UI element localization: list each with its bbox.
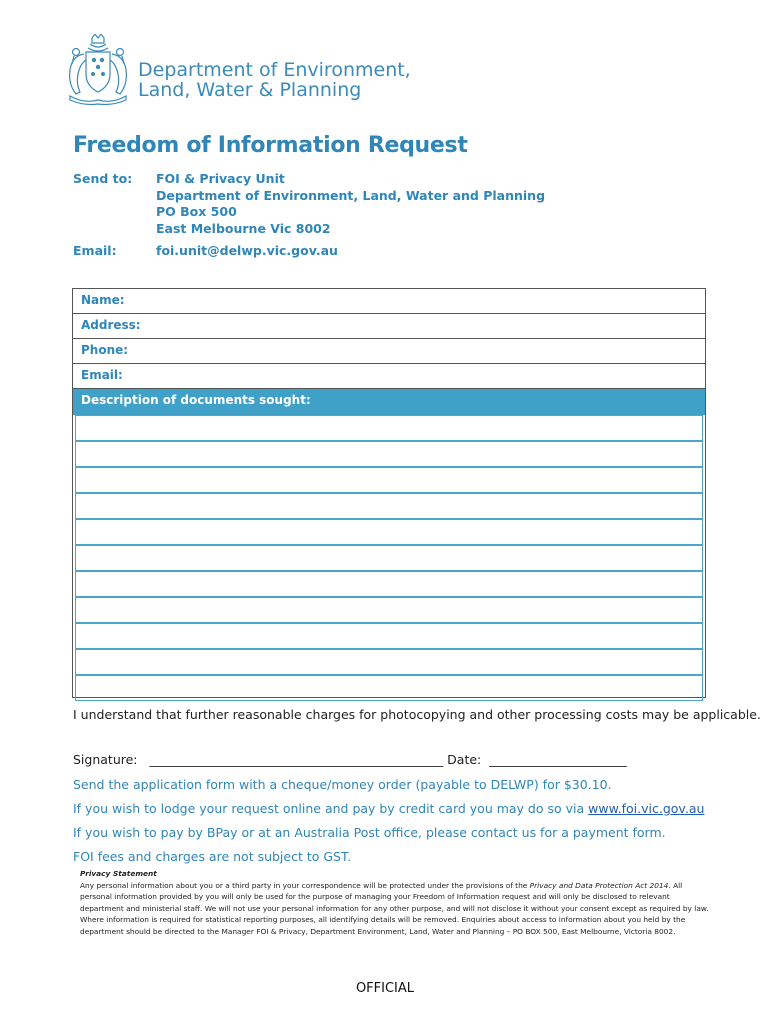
department-name-line1: Department of Environment, bbox=[138, 59, 411, 81]
description-line-row[interactable] bbox=[75, 545, 703, 571]
privacy-statement-title: Privacy Statement bbox=[80, 869, 157, 878]
foi-website-link[interactable]: www.foi.vic.gov.au bbox=[588, 801, 705, 816]
address-field-row[interactable] bbox=[73, 314, 705, 339]
phone-field-row[interactable] bbox=[73, 339, 705, 364]
address-field-label: Address: bbox=[81, 318, 141, 332]
email-address: foi.unit@delwp.vic.gov.au bbox=[156, 243, 338, 258]
gst-note: FOI fees and charges are not subject to GST. bbox=[73, 849, 352, 864]
date-input-line[interactable]: ______________________ bbox=[489, 752, 627, 767]
send-to-label: Send to: bbox=[73, 171, 133, 186]
signature-input-line[interactable]: _______________________________________________ bbox=[149, 752, 444, 767]
description-line-row[interactable] bbox=[75, 571, 703, 597]
description-line-row[interactable] bbox=[75, 649, 703, 675]
department-name-line2: Land, Water & Planning bbox=[138, 79, 362, 101]
bpay-payment-text: If you wish to pay by BPay or at an Australia Post office, please contact us for a payment form. bbox=[73, 825, 666, 840]
description-header bbox=[73, 389, 705, 415]
page-title: Freedom of Information Request bbox=[73, 133, 468, 158]
privacy-body-part2: . All personal information provided by you will only be used for the purpose of managing your Freedom of Information request and will only be disclosed to relevant department and ministerial staff. We will not use your personal information for any other purpose, and will not disclose it without your consent except as required by law. Where information is required for statistical reporting purposes, all identifying details will be removed. Enquiries about access to information about you held by the department should be directed to the Manager FOI & Privacy, Department Environment, Land, Water and Planning – PO BOX 500, East Melbourne, Victoria 8002. bbox=[80, 880, 709, 936]
description-label: Description of documents sought: bbox=[81, 393, 311, 407]
email-field-row[interactable] bbox=[73, 364, 705, 389]
description-line-row[interactable] bbox=[75, 519, 703, 545]
address-line: PO Box 500 bbox=[156, 204, 237, 219]
description-line-row[interactable] bbox=[75, 467, 703, 493]
name-field-label: Name: bbox=[81, 293, 125, 307]
official-marking: OFFICIAL bbox=[355, 981, 415, 996]
address-line: FOI & Privacy Unit bbox=[156, 171, 285, 186]
address-line: Department of Environment, Land, Water and Planning bbox=[156, 187, 546, 203]
department-name bbox=[138, 60, 411, 100]
privacy-statement-body bbox=[80, 880, 712, 938]
description-line-row[interactable] bbox=[75, 441, 703, 467]
address-line: East Melbourne Vic 8002 bbox=[156, 220, 331, 236]
date-label: Date: bbox=[447, 752, 482, 767]
signature-label: Signature: bbox=[73, 752, 138, 767]
description-line-row[interactable] bbox=[75, 493, 703, 519]
description-line-row[interactable] bbox=[75, 623, 703, 649]
phone-field-label: Phone: bbox=[81, 343, 129, 357]
send-to-address bbox=[156, 171, 545, 237]
description-line-row[interactable] bbox=[75, 597, 703, 623]
charges-statement: I understand that further reasonable charges for photocopying and other processing costs may be applicable. bbox=[73, 707, 761, 722]
coat-of-arms-logo bbox=[64, 34, 132, 106]
email-label: Email: bbox=[73, 243, 117, 258]
description-line-row[interactable] bbox=[75, 415, 703, 441]
email-field-label: Email: bbox=[81, 368, 123, 382]
online-payment-text bbox=[73, 801, 704, 816]
privacy-act-name: Privacy and Data Protection Act 2014 bbox=[529, 880, 669, 890]
privacy-statement bbox=[80, 868, 712, 938]
signature-line bbox=[73, 752, 627, 767]
cheque-payment-text: Send the application form with a cheque/money order (payable to DELWP) for $30.10. bbox=[73, 777, 612, 792]
name-field-row[interactable] bbox=[73, 289, 705, 314]
online-payment-sentence: If you wish to lodge your request online and pay by credit card you may do so via bbox=[73, 801, 585, 816]
privacy-body-part1: Any personal information about you or a third party in your correspondence will be protected under the provisions of the bbox=[80, 880, 528, 890]
request-form-table bbox=[72, 288, 706, 698]
description-line-row[interactable] bbox=[75, 675, 703, 701]
